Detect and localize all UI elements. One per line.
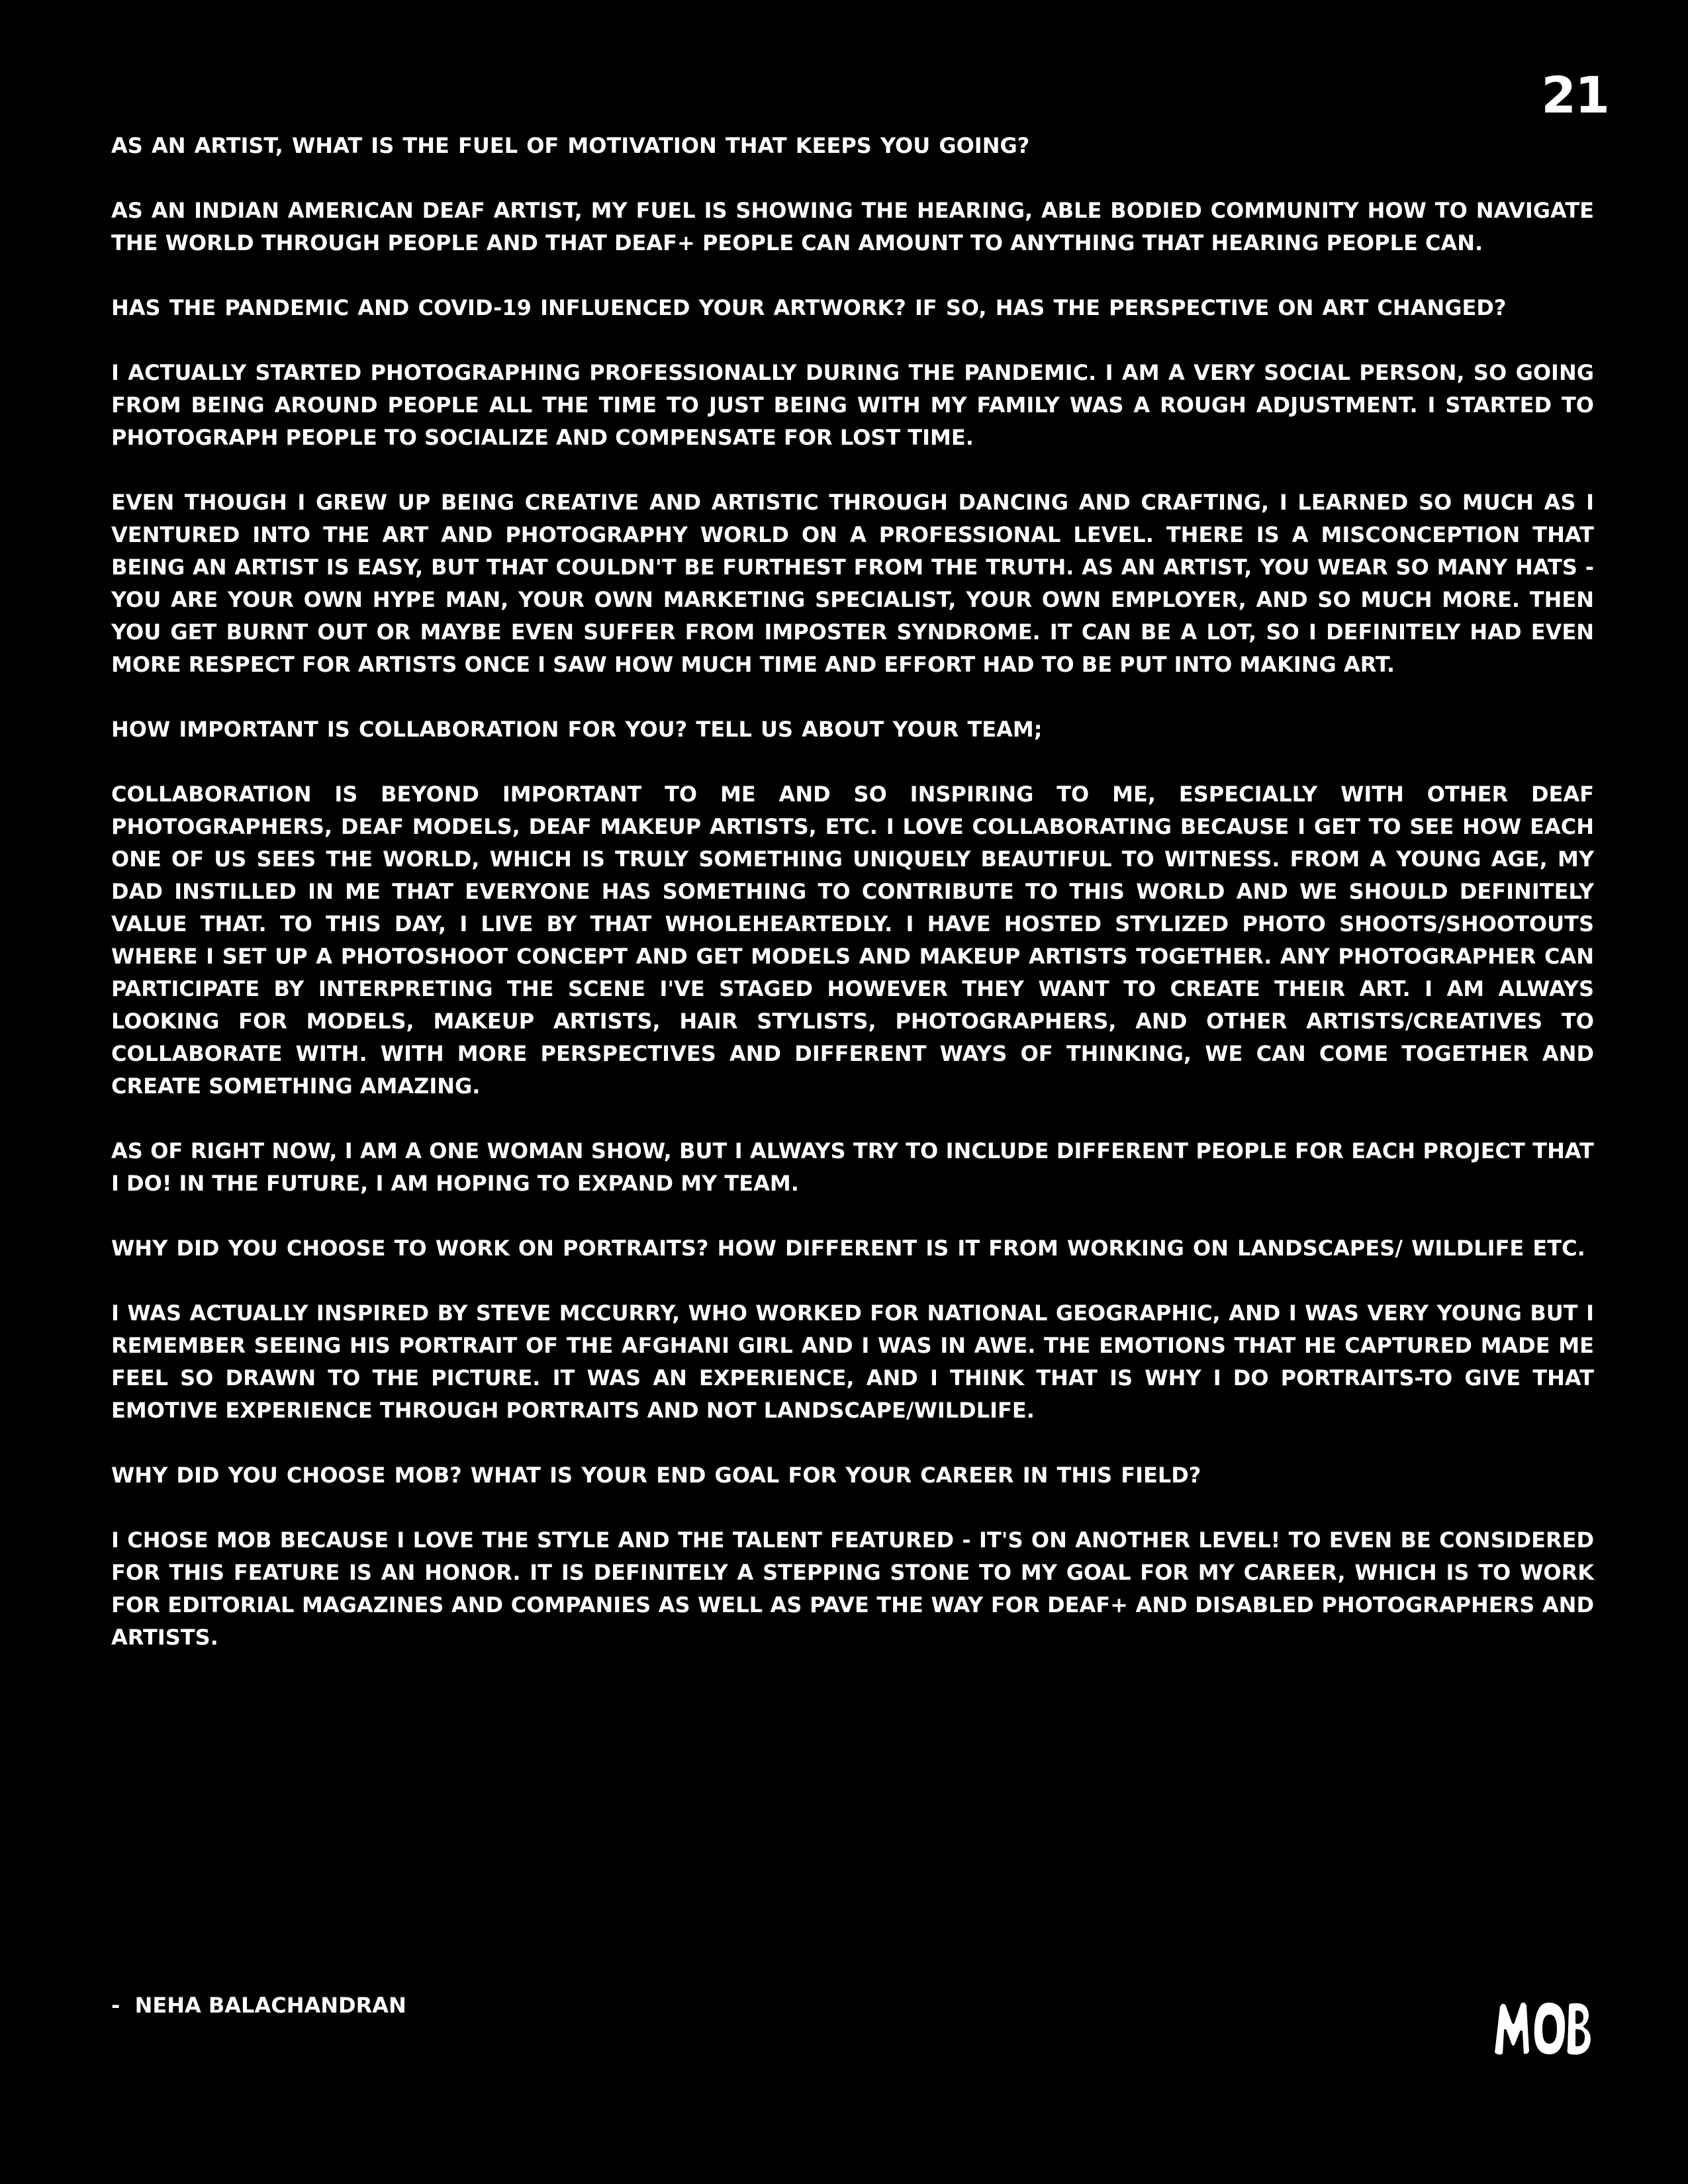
interview-question: WHY DID YOU CHOOSE MOB? WHAT IS YOUR END GOAL FOR YOUR CAREER IN THIS FIELD? xyxy=(111,1463,1201,1488)
page-number: 21 xyxy=(1541,66,1609,124)
interview-question: HOW IMPORTANT IS COLLABORATION FOR YOU? TELL US ABOUT YOUR TEAM; xyxy=(111,717,1043,742)
interview-answer: I CHOSE MOB BECAUSE I LOVE THE STYLE AND THE TALENT FEATURED - IT'S ON ANOTHER LEVEL! TO EVEN BE CONSIDERED FOR THIS FEATURE IS AN HONOR. IT IS DEFINITELY A STEPPING STONE TO MY GOAL FOR MY CAREER, WHICH IS TO WORK FOR EDITORIAL MAGAZINES AND COMPANIES AS WELL AS PAVE THE WAY FOR DEAF+ AND DISABLED PHOTOGRAPHERS AND ARTISTS. xyxy=(111,1527,1594,1650)
interview-body xyxy=(111,130,1594,1686)
interview-question: AS AN ARTIST, WHAT IS THE FUEL OF MOTIVATION THAT KEEPS YOU GOING? xyxy=(111,133,1030,158)
signature: - NEHA BALACHANDRAN xyxy=(111,1993,406,2018)
interview-answer: AS OF RIGHT NOW, I AM A ONE WOMAN SHOW, BUT I ALWAYS TRY TO INCLUDE DIFFERENT PEOPLE FOR EACH PROJECT THAT I DO! IN THE FUTURE, I AM HOPING TO EXPAND MY TEAM. xyxy=(111,1138,1594,1196)
interview-answer: EVEN THOUGH I GREW UP BEING CREATIVE AND ARTISTIC THROUGH DANCING AND CRAFTING, I LEARNED SO MUCH AS I VENTURED INTO THE ART AND PHOTOGRAPHY WORLD ON A PROFESSIONAL LEVEL. THERE IS A MISCONCEPTION THAT BEING AN ARTIST IS EASY, BUT THAT COULDN'T BE FURTHEST FROM THE TRUTH. AS AN ARTIST, YOU WEAR SO MANY HATS - YOU ARE YOUR OWN HYPE MAN, YOUR OWN MARKETING SPECIALIST, YOUR OWN EMPLOYER, AND SO MUCH MORE. THEN YOU GET BURNT OUT OR MAYBE EVEN SUFFER FROM IMPOSTER SYNDROME. IT CAN BE A LOT, SO I DEFINITELY HAD EVEN MORE RESPECT FOR ARTISTS ONCE I SAW HOW MUCH TIME AND EFFORT HAD TO BE PUT INTO MAKING ART. xyxy=(111,490,1594,677)
interview-answer: AS AN INDIAN AMERICAN DEAF ARTIST, MY FUEL IS SHOWING THE HEARING, ABLE BODIED COMMUNITY HOW TO NAVIGATE THE WORLD THROUGH PEOPLE AND THAT DEAF+ PEOPLE CAN AMOUNT TO ANYTHING THAT HEARING PEOPLE CAN. xyxy=(111,198,1594,255)
interview-answer: I WAS ACTUALLY INSPIRED BY STEVE MCCURRY, WHO WORKED FOR NATIONAL GEOGRAPHIC, AND I WAS VERY YOUNG BUT I REMEMBER SEEING HIS PORTRAIT OF THE AFGHANI GIRL AND I WAS IN AWE. THE EMOTIONS THAT HE CAPTURED MADE ME FEEL SO DRAWN TO THE PICTURE. IT WAS AN EXPERIENCE, AND I THINK THAT IS WHY I DO PORTRAITS-TO GIVE THAT EMOTIVE EXPERIENCE THROUGH PORTRAITS AND NOT LANDSCAPE/WILDLIFE. xyxy=(111,1300,1594,1423)
interview-answer: I ACTUALLY STARTED PHOTOGRAPHING PROFESSIONALLY DURING THE PANDEMIC. I AM A VERY SOCIAL PERSON, SO GOING FROM BEING AROUND PEOPLE ALL THE TIME TO JUST BEING WITH MY FAMILY WAS A ROUGH ADJUSTMENT. I STARTED TO PHOTOGRAPH PEOPLE TO SOCIALIZE AND COMPENSATE FOR LOST TIME. xyxy=(111,360,1594,450)
interview-question: HAS THE PANDEMIC AND COVID-19 INFLUENCED YOUR ARTWORK? IF SO, HAS THE PERSPECTIVE ON ART CHANGED? xyxy=(111,295,1507,320)
interview-answer: COLLABORATION IS BEYOND IMPORTANT TO ME AND SO INSPIRING TO ME, ESPECIALLY WITH OTHER DEAF PHOTOGRAPHERS, DEAF MODELS, DEAF MAKEUP ARTISTS, ETC. I LOVE COLLABORATING BECAUSE I GET TO SEE HOW EACH ONE OF US SEES THE WORLD, WHICH IS TRULY SOMETHING UNIQUELY BEAUTIFUL TO WITNESS. FROM A YOUNG AGE, MY DAD INSTILLED IN ME THAT EVERYONE HAS SOMETHING TO CONTRIBUTE TO THIS WORLD AND WE SHOULD DEFINITELY VALUE THAT. TO THIS DAY, I LIVE BY THAT WHOLEHEARTEDLY. I HAVE HOSTED STYLIZED PHOTO SHOOTS/SHOOTOUTS WHERE I SET UP A PHOTOSHOOT CONCEPT AND GET MODELS AND MAKEUP ARTISTS TOGETHER. ANY PHOTOGRAPHER CAN PARTICIPATE BY INTERPRETING THE SCENE I'VE STAGED HOWEVER THEY WANT TO CREATE THEIR ART. I AM ALWAYS LOOKING FOR MODELS, MAKEUP ARTISTS, HAIR STYLISTS, PHOTOGRAPHERS, AND OTHER ARTISTS/CREATIVES TO COLLABORATE WITH. WITH MORE PERSPECTIVES AND DIFFERENT WAYS OF THINKING, WE CAN COME TOGETHER AND CREATE SOMETHING AMAZING. xyxy=(111,782,1594,1099)
interview-question: WHY DID YOU CHOOSE TO WORK ON PORTRAITS? HOW DIFFERENT IS IT FROM WORKING ON LANDSCAPES/ WILDLIFE ETC. xyxy=(111,1236,1585,1261)
mob-logo-icon xyxy=(1489,1992,1595,2065)
